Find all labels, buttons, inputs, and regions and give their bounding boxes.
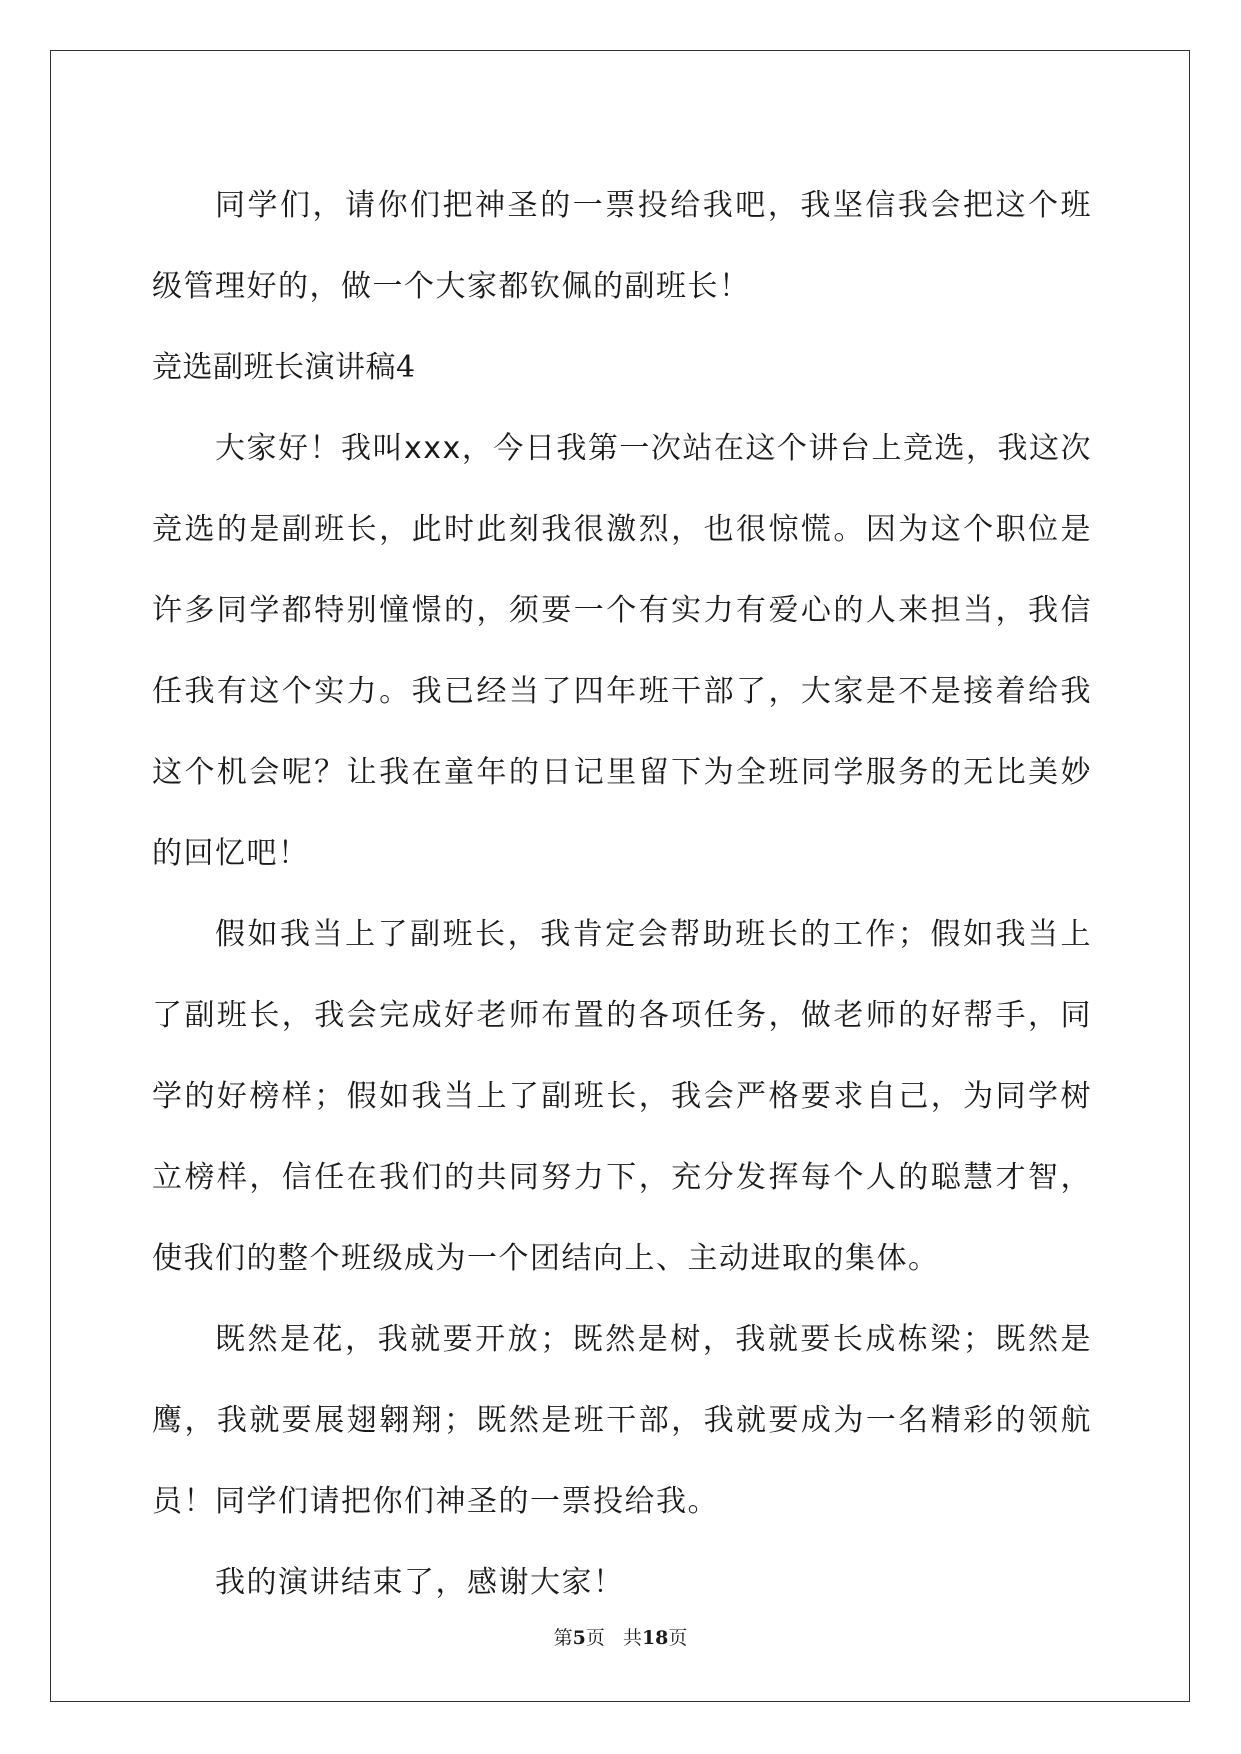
total-page-number: 18 [641,1627,669,1649]
footer-prefix: 第 [553,1627,573,1649]
paragraph-metaphors: 既然是花，我就要开放；既然是树，我就要长成栋梁；既然是鹰，我就要展翅翱翔；既然是班干部，我就要成为一名精彩的领航员！同学们请把你们神圣的一票投给我。 [152,1322,1092,1519]
document-body [152,165,1092,1623]
paragraph-promises: 假如我当上了副班长，我肯定会帮助班长的工作；假如我当上了副班长，我会完成好老师布置的各项任务，做老师的好帮手，同学的好榜样；假如我当上了副班长，我会严格要求自己，为同学树立榜样，信任在我们的共同努力下，充分发挥每个人的聪慧才智，使我们的整个班级成为一个团结向上、主动进取的集体。 [152,917,1092,1276]
paragraph-introduction: 大家好！我叫xxx，今日我第一次站在这个讲台上竞选，我这次竞选的是副班长，此时此刻我很激烈，也很惊慌。因为这个职位是许多同学都特别憧憬的，须要一个有实力有爱心的人来担当，我信任我有这个实力。我已经当了四年班干部了，大家是不是接着给我这个机会呢？让我在童年的日记里留下为全班同学服务的无比美妙的回忆吧！ [152,431,1092,871]
current-page-number: 5 [572,1627,586,1649]
paragraph-thanks: 我的演讲结束了，感谢大家！ [215,1565,625,1600]
paragraph-closing-appeal: 同学们，请你们把神圣的一票投给我吧，我坚信我会把这个班级管理好的，做一个大家都钦佩的副班长！ [152,188,1092,304]
section-heading: 竞选副班长演讲稿4 [152,350,416,385]
footer-mid: 页 共 [585,1627,642,1649]
page-footer [0,1623,1241,1650]
footer-suffix: 页 [668,1627,688,1649]
